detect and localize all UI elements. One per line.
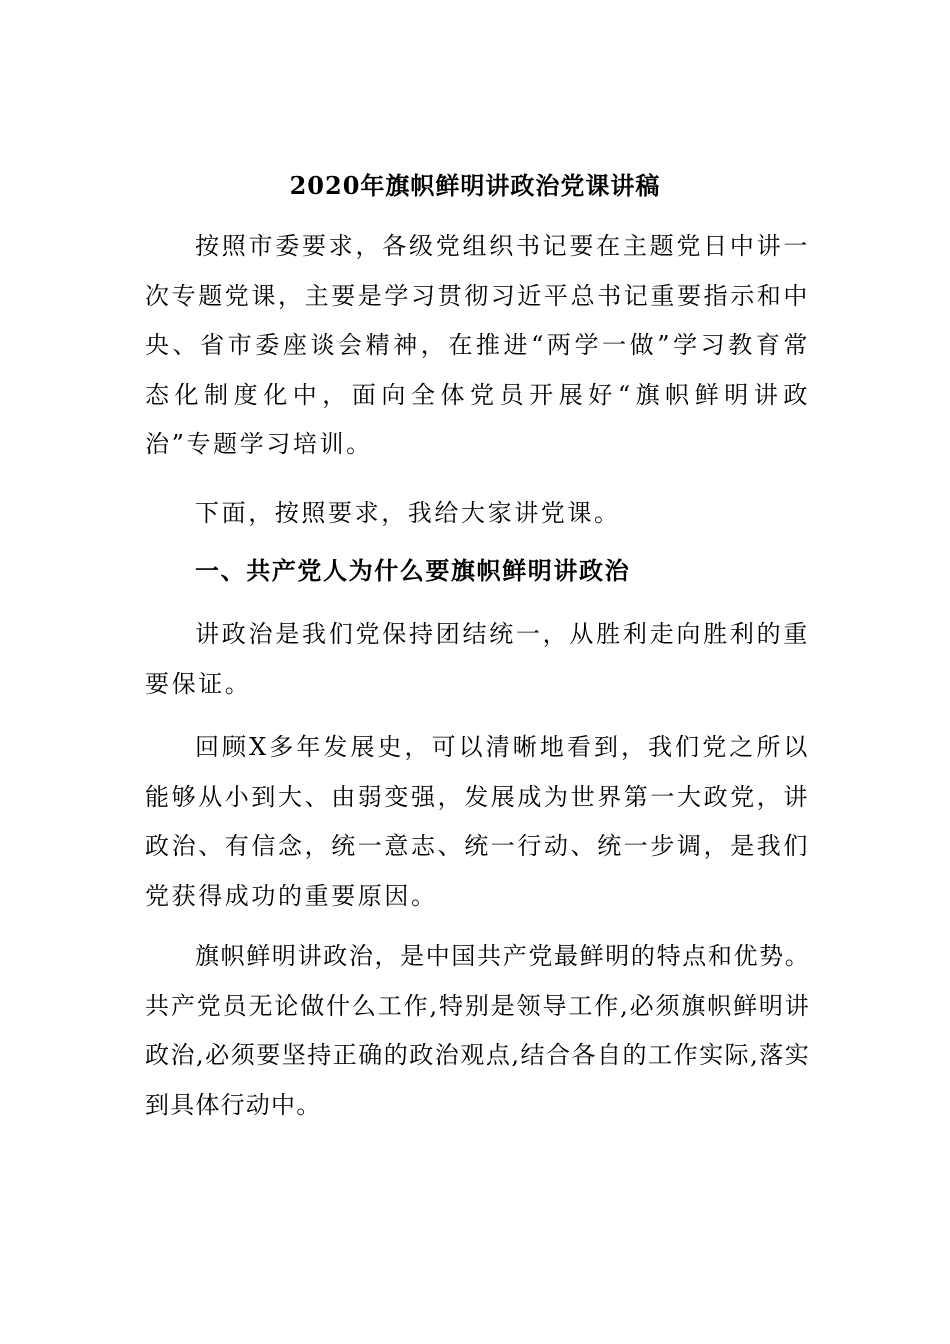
section-paragraph: 回顾X多年发展史，可以清晰地看到，我们党之所以能够从小到大、由弱变强，发展成为世界第一大政党，讲政治、有信念，统一意志、统一行动、统一步调，是我们党获得成功的重要原因。: [145, 733, 810, 910]
section-heading: 一、共产党人为什么要旗帜鲜明讲政治: [195, 556, 631, 585]
transition-paragraph: 下面，按照要求，我给大家讲党课。: [195, 499, 621, 527]
section-paragraph: 讲政治是我们党保持团结统一，从胜利走向胜利的重要保证。: [145, 620, 810, 698]
intro-paragraph: 按照市委要求，各级党组织书记要在主题党日中讲一次专题党课，主要是学习贯彻习近平总书记重要指示和中央、省市委座谈会精神，在推进“两学一做”学习教育常态化制度化中，面向全体党员开展好“旗帜鲜明讲政治”专题学习培训。: [145, 232, 810, 458]
section-paragraph: 旗帜鲜明讲政治，是中国共产党最鲜明的特点和优势。共产党员无论做什么工作,特别是领导工作,必须旗帜鲜明讲政治,必须要坚持正确的政治观点,结合各自的工作实际,落实到具体行动中。: [145, 942, 810, 1119]
document-title: 2020年旗帜鲜明讲政治党课讲稿: [289, 171, 661, 200]
